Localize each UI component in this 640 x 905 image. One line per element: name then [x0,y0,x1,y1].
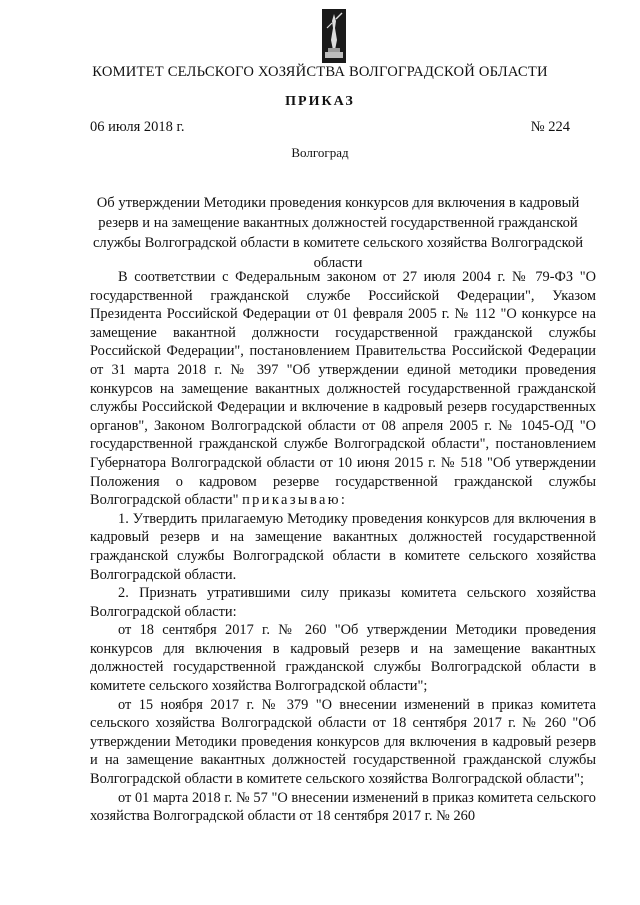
committee-name: КОМИТЕТ СЕЛЬСКОГО ХОЗЯЙСТВА ВОЛГОГРАДСКОЙ ОБЛАСТИ [92,64,548,80]
order-body [90,268,596,826]
preamble-paragraph [90,268,596,510]
volgograd-emblem-icon [321,8,347,66]
preamble-text: В соответствии с Федеральным законом от 27 июля 2004 г. № 79-ФЗ "О государственной гражданской службе Российской Федерации", Указом Президента Российской Федерации от 01 февраля 2005 г. № 112 "О конкурсе на замещение вакантной должности государственной гражданской службы Российской Федерации", постановлением Правительства Российской Федерации от 31 марта 2018 г. № 397 "Об утверждении единой методики проведения конкурсов на замещение вакантных должностей государственной гражданской службы Российской Федерации и включение в кадровый резерв государственных органов", Законом Волгоградской области от 08 апреля 2005 г. № 1045-ОД "О государственной гражданской службе Волгоградской области", постановлением Губернатора Волгоградской области от 10 июня 2015 г. № 518 "Об утверждении Положения о кадровом резерве государственной гражданской службы Волгоградской области" [90,269,596,509]
order-subject: Об утверждении Методики проведения конкурсов для включения в кадровый резерв и на замещение вакантных должностей государственной гражданской службы Волгоградской области в комитете сельского хозяйства Волгоградской области [92,195,584,271]
item-1: 1. Утвердить прилагаемую Методику проведения конкурсов для включения в кадровый резерв и на замещение вакантных должностей государственной гражданской службы Волгоградской области в комитете сельского хозяйства Волгоградской области. [90,510,596,583]
document-type: ПРИКАЗ [285,94,355,109]
repealed-order-3: от 01 марта 2018 г. № 57 "О внесении изменений в приказ комитета сельского хозяйства Волгоградской области от 18 сентября 2017 г. № 260 [90,789,596,825]
date-number-row [90,119,570,136]
repealed-order-1: от 18 сентября 2017 г. № 260 "Об утверждении Методики проведения конкурсов для включения в кадровый резерв и на замещение вакантных должностей государственной гражданской службы Волгоградской области в комитете сельского хозяйства Волгоградской области"; [90,622,596,695]
order-date: 06 июля 2018 г. [90,119,185,135]
city: Волгоград [291,145,349,160]
order-number: № 224 [530,119,570,135]
directive-word: приказываю: [242,492,348,509]
item-2: 2. Признать утратившими силу приказы комитета сельского хозяйства Волгоградской области: [90,585,596,620]
repealed-order-2: от 15 ноября 2017 г. № 379 "О внесении изменений в приказ комитета сельского хозяйства Волгоградской области от 18 сентября 2017 г. № 260 "Об утверждении Методики проведения конкурсов для включения в кадровый резерв и на замещение вакантных должностей государственной гражданской службы Волгоградской области в комитете сельского хозяйства Волгоградской области"; [90,696,596,788]
